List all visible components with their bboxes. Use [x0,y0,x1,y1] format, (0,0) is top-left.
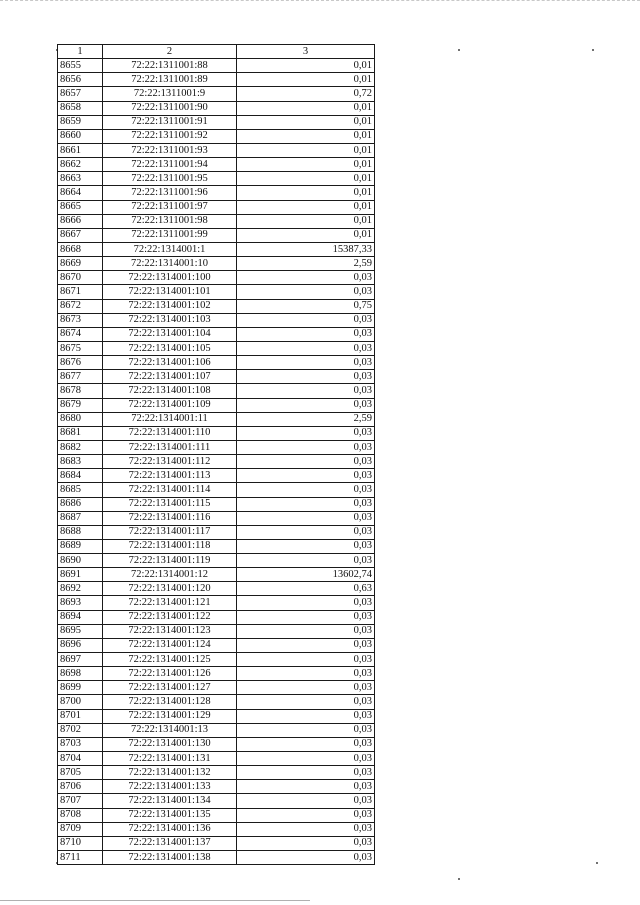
row-value: 0,01 [237,158,375,172]
cadastral-number: 72:22:1311001:95 [103,172,237,186]
row-number: 8663 [58,172,103,186]
table-row [58,681,375,695]
cadastral-number: 72:22:1314001:13 [103,723,237,737]
row-number: 8704 [58,752,103,766]
row-value: 0,03 [237,723,375,737]
row-value: 15387,33 [237,242,375,256]
row-number: 8672 [58,299,103,313]
table-row [58,158,375,172]
row-number: 8702 [58,723,103,737]
row-number: 8667 [58,228,103,242]
row-number: 8666 [58,214,103,228]
row-number: 8659 [58,115,103,129]
row-number: 8709 [58,822,103,836]
column-header-cadastral: 2 [103,45,237,59]
table-row [58,780,375,794]
row-value: 0,03 [237,525,375,539]
row-value: 0,03 [237,695,375,709]
scan-speck [596,862,598,864]
row-value: 0,03 [237,667,375,681]
scan-top-edge [0,0,640,3]
row-value: 0,03 [237,327,375,341]
table-row [58,271,375,285]
table-row [58,610,375,624]
table-row [58,483,375,497]
row-value: 0,01 [237,143,375,157]
row-value: 0,03 [237,681,375,695]
row-number: 8655 [58,59,103,73]
cadastral-number: 72:22:1314001:10 [103,257,237,271]
row-value: 0,03 [237,469,375,483]
row-value: 0,03 [237,483,375,497]
row-number: 8668 [58,242,103,256]
cadastral-number: 72:22:1314001:118 [103,539,237,553]
cadastral-number: 72:22:1314001:121 [103,596,237,610]
row-value: 0,03 [237,426,375,440]
cadastral-number: 72:22:1314001:134 [103,794,237,808]
cadastral-number: 72:22:1314001:105 [103,341,237,355]
row-value: 0,03 [237,356,375,370]
row-value: 0,03 [237,370,375,384]
row-number: 8657 [58,87,103,101]
table-row [58,469,375,483]
row-number: 8658 [58,101,103,115]
row-value: 0,72 [237,87,375,101]
row-number: 8690 [58,554,103,568]
row-number: 8670 [58,271,103,285]
row-number: 8695 [58,624,103,638]
row-value: 0,03 [237,624,375,638]
table-row [58,257,375,271]
table-row [58,539,375,553]
table-row [58,638,375,652]
table-row [58,808,375,822]
row-number: 8674 [58,327,103,341]
row-value: 0,03 [237,539,375,553]
row-value: 0,03 [237,794,375,808]
cadastral-number: 72:22:1314001:138 [103,851,237,865]
table-row [58,412,375,426]
row-number: 8678 [58,384,103,398]
row-number: 8661 [58,143,103,157]
cadastral-number: 72:22:1314001:100 [103,271,237,285]
row-value: 0,63 [237,582,375,596]
scan-speck [458,878,460,880]
cadastral-number: 72:22:1314001:107 [103,370,237,384]
cadastral-number: 72:22:1314001:129 [103,709,237,723]
cadastral-number: 72:22:1314001:125 [103,653,237,667]
column-header-value: 3 [237,45,375,59]
table-row [58,341,375,355]
row-number: 8699 [58,681,103,695]
row-value: 0,03 [237,752,375,766]
cadastral-number: 72:22:1314001:110 [103,426,237,440]
row-value: 0,03 [237,709,375,723]
table-row [58,370,375,384]
table-row [58,822,375,836]
cadastral-number: 72:22:1314001:115 [103,497,237,511]
row-number: 8665 [58,200,103,214]
row-value: 0,01 [237,101,375,115]
cadastral-number: 72:22:1314001:136 [103,822,237,836]
cadastral-number: 72:22:1314001:117 [103,525,237,539]
row-number: 8707 [58,794,103,808]
cadastral-number: 72:22:1314001:123 [103,624,237,638]
row-number: 8686 [58,497,103,511]
cadastral-number: 72:22:1314001:122 [103,610,237,624]
row-value: 0,03 [237,511,375,525]
table-row [58,87,375,101]
table-row [58,440,375,454]
row-number: 8673 [58,313,103,327]
table-row [58,554,375,568]
row-value: 0,03 [237,596,375,610]
row-value: 2,59 [237,257,375,271]
cadastral-number: 72:22:1311001:92 [103,129,237,143]
table-row [58,73,375,87]
table-row [58,115,375,129]
table-row [58,285,375,299]
parcel-registry-table [57,44,375,865]
row-value: 0,03 [237,285,375,299]
cadastral-number: 72:22:1314001:127 [103,681,237,695]
row-number: 8676 [58,356,103,370]
row-value: 0,03 [237,455,375,469]
table-row [58,582,375,596]
cadastral-number: 72:22:1311001:97 [103,200,237,214]
table-row [58,766,375,780]
row-value: 0,03 [237,638,375,652]
cadastral-number: 72:22:1314001:132 [103,766,237,780]
table-row [58,214,375,228]
row-number: 8703 [58,737,103,751]
row-value: 0,03 [237,440,375,454]
row-value: 0,03 [237,836,375,850]
cadastral-number: 72:22:1311001:94 [103,158,237,172]
table-row [58,426,375,440]
cadastral-number: 72:22:1314001:114 [103,483,237,497]
row-number: 8693 [58,596,103,610]
cadastral-number: 72:22:1311001:88 [103,59,237,73]
cadastral-number: 72:22:1314001:108 [103,384,237,398]
table-row [58,327,375,341]
table-row [58,568,375,582]
cadastral-number: 72:22:1311001:99 [103,228,237,242]
table-row [58,384,375,398]
cadastral-number: 72:22:1314001:12 [103,568,237,582]
cadastral-number: 72:22:1314001:113 [103,469,237,483]
row-number: 8675 [58,341,103,355]
row-value: 0,01 [237,115,375,129]
row-value: 0,01 [237,73,375,87]
row-value: 0,03 [237,341,375,355]
table-row [58,653,375,667]
cadastral-number: 72:22:1314001:111 [103,440,237,454]
cadastral-number: 72:22:1311001:90 [103,101,237,115]
table-row [58,851,375,865]
cadastral-number: 72:22:1314001:109 [103,398,237,412]
table-row [58,497,375,511]
row-value: 0,01 [237,200,375,214]
row-value: 0,03 [237,822,375,836]
row-value: 0,03 [237,554,375,568]
cadastral-number: 72:22:1311001:9 [103,87,237,101]
row-number: 8700 [58,695,103,709]
row-value: 13602,74 [237,568,375,582]
cadastral-number: 72:22:1311001:91 [103,115,237,129]
row-value: 2,59 [237,412,375,426]
row-number: 8685 [58,483,103,497]
row-number: 8679 [58,398,103,412]
table-row [58,525,375,539]
row-number: 8671 [58,285,103,299]
scan-bottom-edge [0,900,310,901]
cadastral-number: 72:22:1311001:89 [103,73,237,87]
row-value: 0,03 [237,271,375,285]
cadastral-number: 72:22:1314001:11 [103,412,237,426]
row-number: 8711 [58,851,103,865]
cadastral-number: 72:22:1314001:120 [103,582,237,596]
row-value: 0,03 [237,737,375,751]
row-number: 8684 [58,469,103,483]
scan-speck [458,49,460,51]
row-number: 8680 [58,412,103,426]
row-number: 8664 [58,186,103,200]
cadastral-number: 72:22:1314001:131 [103,752,237,766]
row-value: 0,03 [237,653,375,667]
table-row [58,455,375,469]
cadastral-number: 72:22:1314001:130 [103,737,237,751]
cadastral-number: 72:22:1314001:102 [103,299,237,313]
cadastral-number: 72:22:1314001:128 [103,695,237,709]
cadastral-number: 72:22:1314001:124 [103,638,237,652]
table-row [58,143,375,157]
row-value: 0,03 [237,851,375,865]
row-number: 8705 [58,766,103,780]
cadastral-number: 72:22:1314001:104 [103,327,237,341]
table-row [58,313,375,327]
row-number: 8662 [58,158,103,172]
row-value: 0,01 [237,186,375,200]
cadastral-number: 72:22:1311001:98 [103,214,237,228]
row-number: 8669 [58,257,103,271]
table-body [58,59,375,865]
table-header-row [58,45,375,59]
table-row [58,737,375,751]
table-row [58,596,375,610]
row-number: 8708 [58,808,103,822]
table-row [58,101,375,115]
row-value: 0,03 [237,780,375,794]
row-number: 8687 [58,511,103,525]
cadastral-number: 72:22:1314001:1 [103,242,237,256]
cadastral-number: 72:22:1314001:137 [103,836,237,850]
table-row [58,794,375,808]
table-row [58,836,375,850]
cadastral-number: 72:22:1311001:93 [103,143,237,157]
row-value: 0,03 [237,766,375,780]
cadastral-number: 72:22:1314001:135 [103,808,237,822]
row-number: 8710 [58,836,103,850]
row-value: 0,03 [237,398,375,412]
row-number: 8682 [58,440,103,454]
row-number: 8660 [58,129,103,143]
table-row [58,242,375,256]
row-value: 0,03 [237,497,375,511]
row-number: 8698 [58,667,103,681]
row-number: 8691 [58,568,103,582]
table-row [58,752,375,766]
row-number: 8656 [58,73,103,87]
table-row [58,695,375,709]
row-number: 8706 [58,780,103,794]
row-number: 8688 [58,525,103,539]
row-value: 0,03 [237,610,375,624]
table-header [58,45,375,59]
row-number: 8681 [58,426,103,440]
table-row [58,59,375,73]
table-row [58,129,375,143]
cadastral-number: 72:22:1314001:106 [103,356,237,370]
row-value: 0,01 [237,172,375,186]
row-value: 0,75 [237,299,375,313]
row-number: 8694 [58,610,103,624]
table-row [58,172,375,186]
cadastral-number: 72:22:1314001:116 [103,511,237,525]
row-value: 0,03 [237,808,375,822]
table-row [58,299,375,313]
row-number: 8697 [58,653,103,667]
row-value: 0,03 [237,313,375,327]
table-row [58,511,375,525]
row-number: 8689 [58,539,103,553]
table-row [58,200,375,214]
row-number: 8696 [58,638,103,652]
row-number: 8701 [58,709,103,723]
cadastral-number: 72:22:1314001:101 [103,285,237,299]
cadastral-number: 72:22:1314001:119 [103,554,237,568]
cadastral-number: 72:22:1314001:126 [103,667,237,681]
table-row [58,723,375,737]
row-value: 0,01 [237,228,375,242]
row-number: 8683 [58,455,103,469]
row-value: 0,01 [237,214,375,228]
table-row [58,667,375,681]
row-value: 0,01 [237,59,375,73]
scan-speck [592,49,594,51]
row-number: 8677 [58,370,103,384]
table-row [58,356,375,370]
table-row [58,398,375,412]
table-row [58,709,375,723]
table-row [58,624,375,638]
table-row [58,186,375,200]
row-value: 0,03 [237,384,375,398]
column-header-number: 1 [58,45,103,59]
cadastral-number: 72:22:1311001:96 [103,186,237,200]
cadastral-number: 72:22:1314001:103 [103,313,237,327]
table-row [58,228,375,242]
row-number: 8692 [58,582,103,596]
cadastral-number: 72:22:1314001:133 [103,780,237,794]
row-value: 0,01 [237,129,375,143]
cadastral-number: 72:22:1314001:112 [103,455,237,469]
